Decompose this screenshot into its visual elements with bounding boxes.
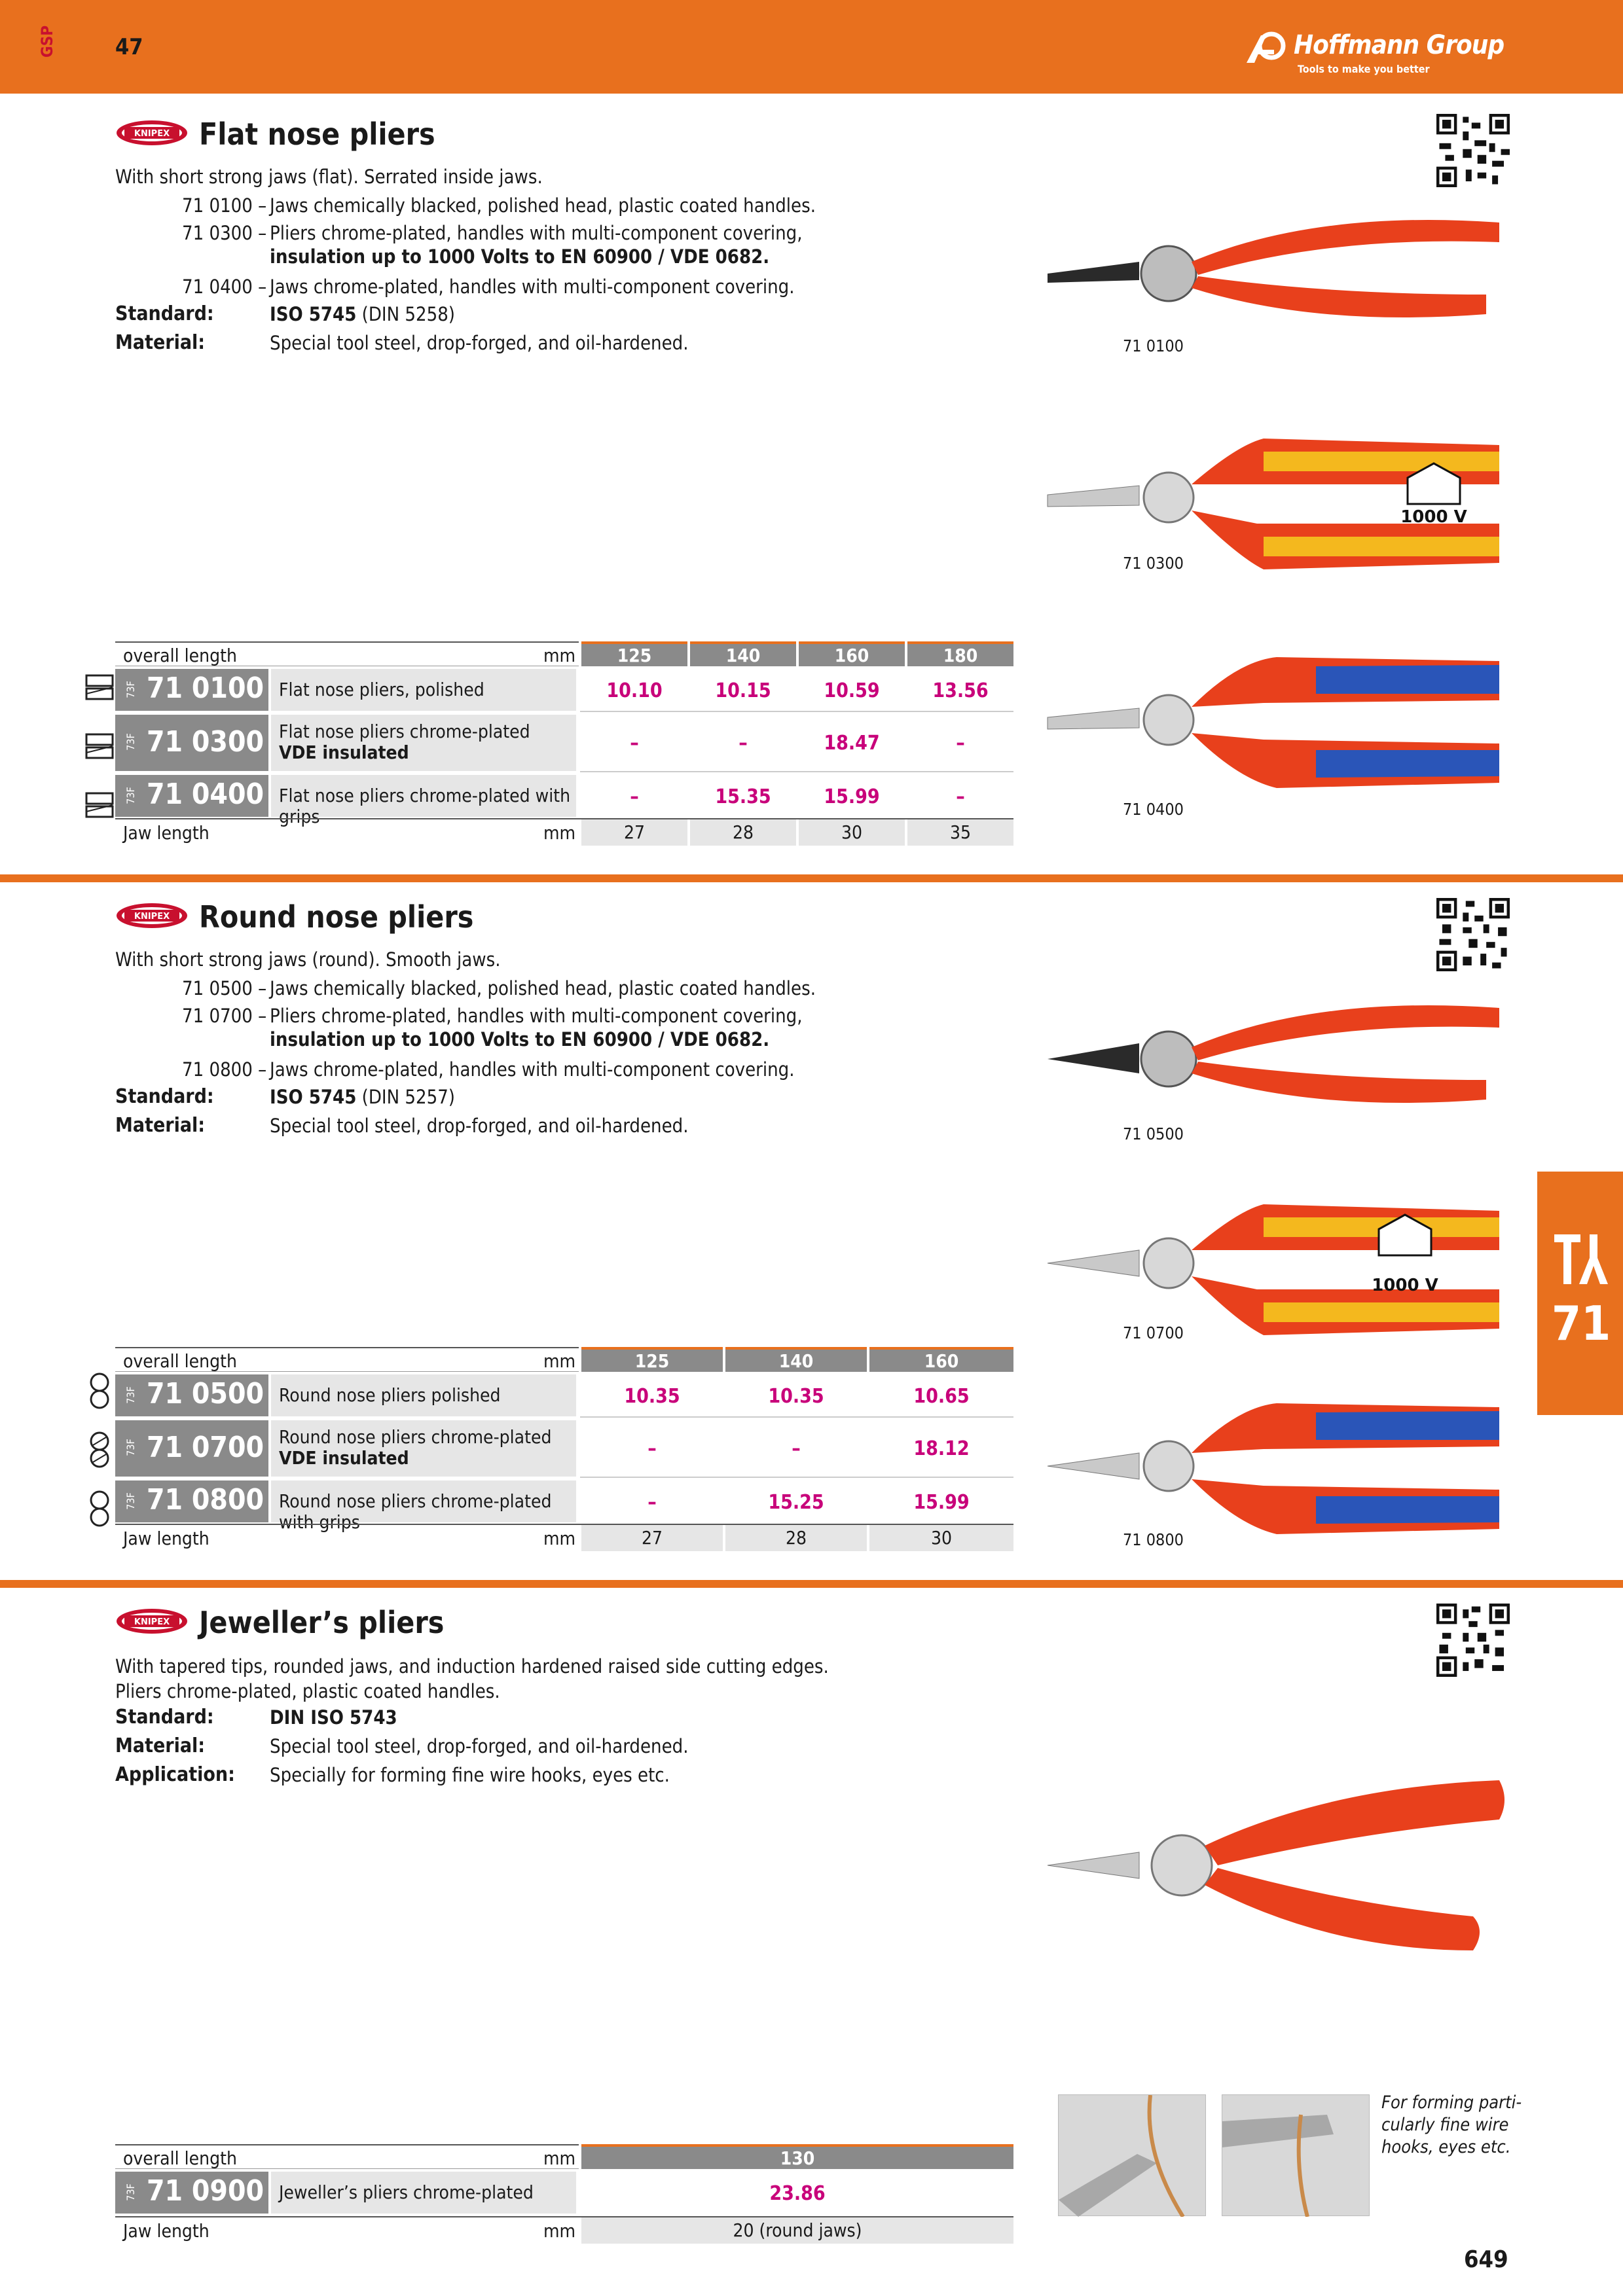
chapter-number: 71 — [1552, 1296, 1611, 1351]
qr-code-icon[interactable] — [1436, 898, 1510, 971]
item-code: 71 0300 – — [182, 222, 267, 244]
table-row[interactable] — [115, 2169, 1013, 2215]
jaw-length-label: Jaw length — [123, 2220, 210, 2242]
article-number: 71 0500 — [147, 1377, 264, 1410]
jaw-length: 27 — [581, 819, 687, 846]
article-cell: 73F 71 0700 — [115, 1420, 268, 1477]
plier-image-71-0500 — [1041, 982, 1512, 1113]
jaw-length: 35 — [907, 819, 1013, 846]
knipex-badge-text: KNIPEX — [134, 912, 170, 922]
article-cell: 73F 71 0100 — [115, 669, 268, 711]
hoffmann-logo[interactable] — [1245, 26, 1507, 79]
table-header — [115, 1347, 1013, 1372]
vde-label: 1000 V — [1372, 1276, 1438, 1295]
item-text: Pliers chrome-plated, handles with multi-component covering, — [270, 1005, 803, 1027]
jaw-length-label: Jaw length — [123, 822, 210, 844]
price: 10.10 — [606, 679, 663, 702]
standard-value: DIN ISO 5743 — [270, 1706, 397, 1729]
material-label: Material: — [115, 1114, 206, 1137]
item-bold-text: insulation up to 1000 Volts to EN 60900 / VDE 0682. — [270, 245, 770, 268]
plier-image-71-0100 — [1041, 196, 1512, 327]
size-header: 140 — [725, 1347, 867, 1372]
standard-bold: ISO 5745 — [270, 303, 357, 325]
product-caption: 71 0400 — [1123, 800, 1184, 819]
row-description: Flat nose pliers chrome-plated VDE insulated — [271, 715, 576, 771]
product-caption: 71 0100 — [1123, 336, 1184, 355]
hoffmann-logo-icon — [1245, 30, 1291, 69]
brand-tagline: Tools to make you better — [1298, 63, 1430, 75]
table-row[interactable] — [115, 666, 1013, 712]
item-text: Jaws chrome-plated, handles with multi-component covering. — [270, 276, 795, 298]
table-row[interactable] — [115, 1478, 1013, 1533]
item-code: 71 0700 – — [182, 1005, 267, 1027]
article-cell: 73F 71 0300 — [115, 715, 268, 771]
knipex-badge-text: KNIPEX — [134, 1617, 170, 1627]
material-value: Special tool steel, drop-forged, and oil-hardened. — [270, 332, 689, 354]
standard-label: Standard: — [115, 1706, 214, 1729]
intro-round: With short strong jaws (round). Smooth jaws. — [115, 948, 501, 971]
unit-label: mm — [543, 1350, 576, 1372]
table-header — [115, 641, 1013, 666]
item-text: Jaws chrome-plated, handles with multi-component covering. — [270, 1058, 795, 1081]
price: 10.35 — [624, 1385, 680, 1408]
product-caption: 71 0300 — [1123, 554, 1184, 573]
price: – — [630, 732, 639, 755]
article-cell: 73F 71 0900 — [115, 2172, 268, 2214]
item-bold-text: insulation up to 1000 Volts to EN 60900 / VDE 0682. — [270, 1028, 770, 1050]
application-label: Application: — [115, 1763, 235, 1786]
price: – — [956, 732, 965, 755]
article-number: 71 0100 — [147, 672, 264, 705]
table-row[interactable] — [115, 1372, 1013, 1418]
article-cell: 73F 71 0800 — [115, 1480, 268, 1522]
price-table-round — [115, 1347, 1013, 1563]
flat-jaw-symbol-icon — [85, 670, 114, 821]
jaw-length-label: Jaw length — [123, 1528, 210, 1549]
standard-label: Standard: — [115, 1085, 214, 1108]
jaw-length: 28 — [690, 819, 796, 846]
section-title-jeweller: Jeweller’s pliers — [199, 1605, 445, 1640]
row-description: Round nose pliers chrome-plated VDE insulated — [271, 1420, 576, 1477]
article-cell: 73F 71 0400 — [115, 775, 268, 817]
unit-label: mm — [543, 1528, 576, 1549]
table-row[interactable] — [115, 1418, 1013, 1478]
article-number: 71 0400 — [147, 778, 264, 811]
price: – — [956, 785, 965, 808]
section-divider — [0, 874, 1623, 882]
item-code: 71 0400 – — [182, 276, 267, 298]
row-description: Jeweller’s pliers chrome-plated — [271, 2172, 576, 2214]
size-header: 140 — [690, 641, 796, 666]
section-title-round: Round nose pliers — [199, 899, 474, 935]
item-code: 71 0100 – — [182, 194, 267, 217]
price: 18.12 — [913, 1437, 970, 1460]
item-text: Pliers chrome-plated, handles with multi-component covering, — [270, 222, 803, 244]
product-caption: 71 0500 — [1123, 1124, 1184, 1143]
overall-length-label: overall length — [123, 645, 237, 666]
plier-image-71-0900 — [1041, 1761, 1512, 1964]
jaw-length: 28 — [725, 1525, 867, 1551]
intro-line: Pliers chrome-plated, plastic coated handles. — [115, 1680, 500, 1702]
price: – — [739, 732, 748, 755]
material-label: Material: — [115, 331, 206, 354]
product-caption: 71 0800 — [1123, 1530, 1184, 1549]
page-number-top: 47 — [115, 34, 143, 60]
row-description: Flat nose pliers chrome-plated with grips — [271, 775, 576, 817]
price: 13.56 — [932, 679, 989, 702]
jaw-length: 30 — [869, 1525, 1013, 1551]
unit-label: mm — [543, 645, 576, 666]
unit-label: mm — [543, 2147, 576, 2169]
standard-value — [270, 302, 455, 326]
product-caption: 71 0700 — [1123, 1323, 1184, 1342]
jaw-length-row — [115, 1524, 1013, 1550]
price: 18.47 — [824, 732, 880, 755]
price: 23.86 — [769, 2182, 826, 2205]
table-row[interactable] — [115, 712, 1013, 772]
chapter-tab[interactable] — [1537, 1172, 1623, 1415]
header-bar — [0, 0, 1623, 94]
material-value: Special tool steel, drop-forged, and oil-hardened. — [270, 1115, 689, 1137]
jaw-length: 30 — [799, 819, 905, 846]
price: 10.59 — [824, 679, 880, 702]
price: – — [647, 1437, 657, 1460]
price: – — [647, 1491, 657, 1514]
table-row[interactable] — [115, 772, 1013, 827]
price-table-flat — [115, 641, 1013, 857]
section-divider — [0, 1580, 1623, 1588]
price: 15.99 — [824, 785, 880, 808]
jaw-length-row — [115, 818, 1013, 844]
jaw-length: 20 (round jaws) — [581, 2217, 1013, 2244]
qr-code-icon[interactable] — [1436, 114, 1510, 187]
price: 15.99 — [913, 1491, 970, 1514]
size-header: 160 — [799, 641, 905, 666]
standard-rest: (DIN 5257) — [361, 1086, 455, 1108]
size-header: 125 — [581, 641, 687, 666]
price: 15.35 — [715, 785, 771, 808]
size-header: 180 — [907, 641, 1013, 666]
standard-rest: (DIN 5258) — [361, 303, 455, 325]
knipex-badge — [115, 902, 189, 929]
knipex-badge — [115, 1607, 189, 1635]
price-table-jeweller — [115, 2144, 1013, 2249]
jaw-length: 27 — [581, 1525, 723, 1551]
application-value: Specially for forming fine wire hooks, eyes etc. — [270, 1764, 670, 1786]
usage-note: For forming parti- cularly fine wire hooks, eyes etc. — [1381, 2092, 1522, 2157]
price: 15.25 — [768, 1491, 824, 1514]
article-number: 71 0900 — [147, 2174, 264, 2208]
item-text: Jaws chemically blacked, polished head, plastic coated handles. — [270, 977, 816, 999]
brand-name: Hoffmann Group — [1294, 30, 1504, 60]
price: – — [792, 1437, 801, 1460]
round-jaw-symbol-icon — [85, 1372, 114, 1542]
article-number: 71 0800 — [147, 1483, 264, 1516]
item-code: 71 0500 – — [182, 977, 267, 999]
article-number: 71 0700 — [147, 1431, 264, 1464]
size-header: 160 — [869, 1347, 1013, 1372]
standard-bold: ISO 5745 — [270, 1086, 357, 1108]
overall-length-label: overall length — [123, 1350, 237, 1372]
row-description: Round nose pliers chrome-plated with grips — [271, 1480, 576, 1522]
plier-image-71-0700 — [1041, 1191, 1512, 1342]
page-number: 649 — [1464, 2246, 1508, 2273]
knipex-badge — [115, 119, 189, 147]
price: 10.65 — [913, 1385, 970, 1408]
usage-photo-2 — [1222, 2094, 1370, 2216]
item-text: Jaws chemically blacked, polished head, plastic coated handles. — [270, 194, 816, 217]
overall-length-label: overall length — [123, 2147, 237, 2169]
unit-label: mm — [543, 822, 576, 844]
intro-line: With tapered tips, rounded jaws, and induction hardened raised side cutting edges. — [115, 1655, 829, 1677]
price: 10.15 — [715, 679, 771, 702]
price: 10.35 — [768, 1385, 824, 1408]
size-header: 125 — [581, 1347, 723, 1372]
standard-value — [270, 1085, 455, 1109]
table-header — [115, 2144, 1013, 2169]
side-code: GSP — [38, 25, 56, 58]
article-cell: 73F 71 0500 — [115, 1374, 268, 1416]
vde-label: 1000 V — [1400, 507, 1467, 527]
article-number: 71 0300 — [147, 725, 264, 759]
knipex-badge-text: KNIPEX — [134, 129, 170, 139]
material-label: Material: — [115, 1734, 206, 1757]
unit-label: mm — [543, 2220, 576, 2242]
usage-photo-1 — [1058, 2094, 1206, 2216]
item-code: 71 0800 – — [182, 1058, 267, 1081]
row-description: Round nose pliers polished — [271, 1374, 576, 1416]
plier-image-71-0800 — [1041, 1394, 1512, 1545]
material-value: Special tool steel, drop-forged, and oil-hardened. — [270, 1735, 689, 1757]
plier-image-71-0300 — [1041, 425, 1512, 576]
size-header: 130 — [581, 2144, 1013, 2169]
qr-code-icon[interactable] — [1436, 1604, 1510, 1677]
standard-label: Standard: — [115, 302, 214, 325]
intro-flat: With short strong jaws (flat). Serrated inside jaws. — [115, 166, 543, 188]
jaw-length-row — [115, 2216, 1013, 2242]
section-title-flat: Flat nose pliers — [199, 117, 435, 152]
row-description: Flat nose pliers, polished — [271, 669, 576, 711]
pliers-chapter-icon — [1552, 1232, 1611, 1287]
plier-image-71-0400 — [1041, 648, 1512, 798]
price: – — [630, 785, 639, 808]
